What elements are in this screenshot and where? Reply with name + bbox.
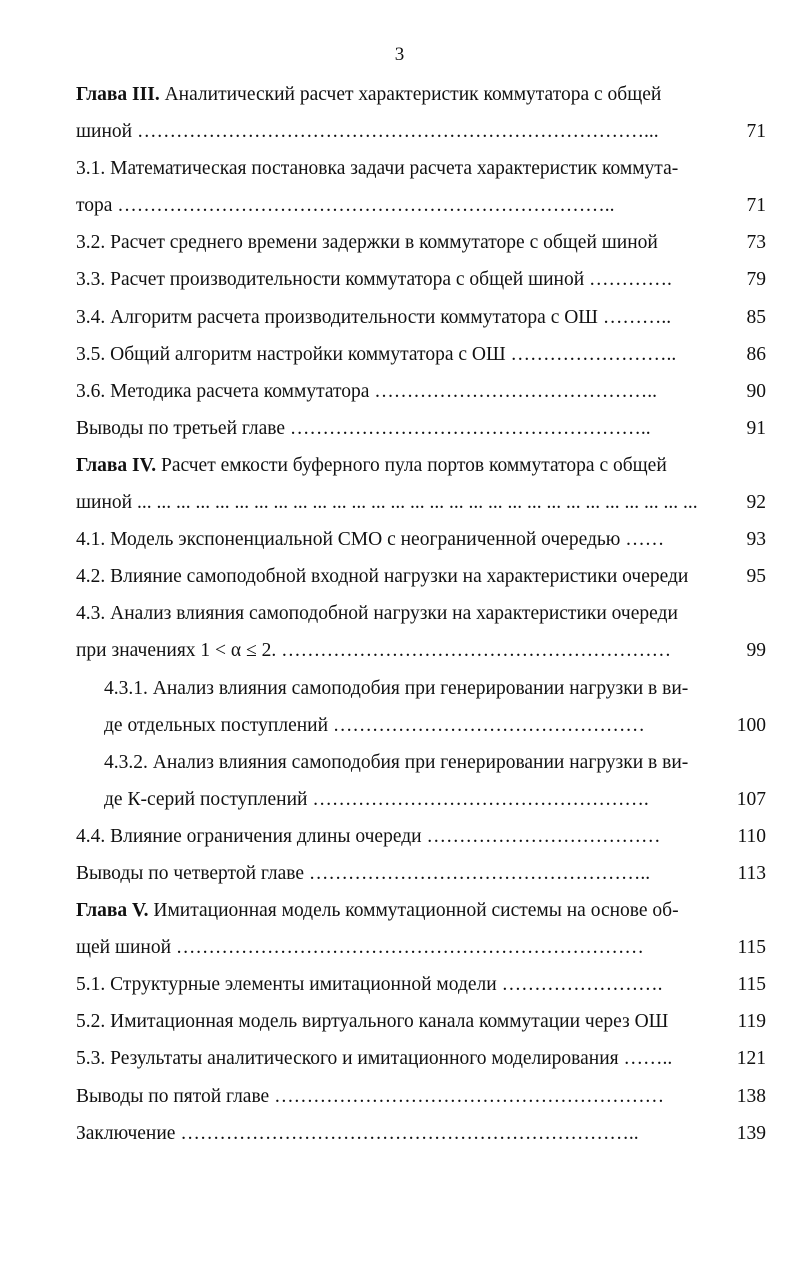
toc-line bbox=[76, 261, 766, 298]
toc-line bbox=[76, 744, 766, 781]
toc-entry-text bbox=[76, 929, 644, 966]
toc-title: 5.3. Результаты аналитического и имитационного моделирования …….. bbox=[76, 1048, 673, 1070]
toc-line bbox=[76, 299, 766, 336]
toc-entry-text bbox=[76, 521, 664, 558]
toc-entry-text bbox=[76, 336, 676, 373]
toc-page-number: 95 bbox=[746, 566, 766, 588]
toc-page-number: 139 bbox=[736, 1122, 766, 1144]
toc-page-number: 86 bbox=[746, 343, 766, 365]
toc-entry-text bbox=[104, 670, 688, 707]
toc-title: шиной ……………………………………………………………………... bbox=[76, 121, 659, 143]
toc-line bbox=[76, 373, 766, 410]
toc-page-number: 99 bbox=[746, 640, 766, 662]
toc-entry-text bbox=[76, 818, 660, 855]
toc-page-number: 91 bbox=[746, 417, 766, 439]
toc-page-number: 113 bbox=[737, 862, 766, 884]
toc-entry-text bbox=[76, 224, 658, 261]
toc-title: шиной ... ... ... ... ... ... ... ... ... ... ... ... ... ... ... ... ... ... ... ... ... ... ... ... ... ... ... ... ... bbox=[76, 492, 698, 514]
toc-entry-text bbox=[76, 892, 679, 929]
toc-entry-text bbox=[76, 261, 672, 298]
toc-entry-text bbox=[76, 1078, 664, 1115]
toc-page-number: 110 bbox=[737, 825, 766, 847]
toc-entry-text bbox=[76, 410, 651, 447]
toc-page-number: 71 bbox=[746, 121, 766, 143]
toc-page-number: 92 bbox=[746, 492, 766, 514]
toc-title: 4.1. Модель экспоненциальной СМО с неограниченной очередью …… bbox=[76, 529, 665, 551]
toc-entry-text bbox=[76, 966, 662, 1003]
chapter-label: Глава III. bbox=[76, 84, 160, 105]
toc-title: де отдельных поступлений ………………………………………… bbox=[104, 714, 645, 736]
toc-line bbox=[76, 1003, 766, 1040]
toc-line bbox=[76, 929, 766, 966]
toc-entry-text bbox=[76, 558, 688, 595]
toc-title: Выводы по пятой главе …………………………………………………… bbox=[76, 1085, 665, 1107]
toc-page-number: 90 bbox=[746, 380, 766, 402]
toc-page-number: 85 bbox=[746, 306, 766, 328]
toc-page-number: 100 bbox=[736, 714, 766, 736]
toc-title: 3.3. Расчет производительности коммутатора с общей шиной …………. bbox=[76, 269, 672, 291]
toc-title: Выводы по третьей главе ……………………………………………….. bbox=[76, 417, 651, 439]
toc-line bbox=[76, 1040, 766, 1077]
toc-line bbox=[76, 892, 766, 929]
toc-page-number: 138 bbox=[736, 1085, 766, 1107]
toc-entry-text bbox=[76, 299, 671, 336]
toc-entry-text bbox=[76, 76, 661, 113]
toc-line bbox=[76, 966, 766, 1003]
toc-title: при значениях 1 < α ≤ 2. …………………………………………………… bbox=[76, 640, 672, 662]
toc-title: 3.1. Математическая постановка задачи расчета характеристик коммута- bbox=[76, 158, 679, 180]
table-of-contents bbox=[76, 76, 766, 1152]
page-number: 3 bbox=[394, 44, 405, 65]
toc-title: щей шиной ……………………………………………………………… bbox=[76, 937, 644, 959]
toc-line bbox=[76, 1078, 766, 1115]
toc-title: тора ………………………………………………………………….. bbox=[76, 195, 615, 217]
toc-title: де К-серий поступлений ……………………………………………. bbox=[104, 788, 649, 810]
toc-page-number: 79 bbox=[746, 269, 766, 291]
toc-title: 4.3.2. Анализ влияния самоподобия при генерировании нагрузки в ви- bbox=[104, 751, 689, 773]
toc-line bbox=[76, 521, 766, 558]
toc-line bbox=[76, 855, 766, 892]
toc-entry-text bbox=[76, 1003, 668, 1040]
toc-title: Аналитический расчет характеристик коммутатора с общей bbox=[159, 84, 662, 105]
chapter-label: Глава V. bbox=[76, 900, 149, 922]
toc-line bbox=[76, 187, 766, 224]
toc-title: Выводы по четвертой главе …………………………………………….. bbox=[76, 862, 651, 884]
toc-line bbox=[76, 632, 766, 669]
toc-entry-text bbox=[76, 150, 678, 187]
toc-entry-text bbox=[76, 595, 678, 632]
toc-title: 4.3.1. Анализ влияния самоподобия при генерировании нагрузки в ви- bbox=[104, 677, 689, 699]
toc-title: Расчет емкости буферного пула портов коммутатора с общей bbox=[156, 454, 667, 476]
toc-page-number: 121 bbox=[736, 1048, 766, 1070]
toc-title: Имитационная модель коммутационной системы на основе об- bbox=[148, 900, 679, 922]
toc-entry-text bbox=[76, 855, 650, 892]
toc-line bbox=[76, 818, 766, 855]
toc-line bbox=[76, 410, 766, 447]
toc-line bbox=[76, 76, 766, 113]
toc-line bbox=[76, 336, 766, 373]
toc-entry-text bbox=[76, 447, 667, 484]
toc-line bbox=[76, 113, 766, 150]
toc-title: 4.3. Анализ влияния самоподобной нагрузки на характеристики очереди bbox=[76, 603, 678, 625]
toc-title: 5.1. Структурные элементы имитационной модели ……………………. bbox=[76, 974, 663, 996]
toc-line bbox=[76, 558, 766, 595]
toc-entry-text bbox=[104, 744, 688, 781]
toc-entry-text bbox=[76, 484, 698, 521]
toc-line bbox=[76, 707, 766, 744]
toc-entry-text bbox=[76, 187, 615, 224]
toc-line bbox=[76, 224, 766, 261]
toc-entry-text bbox=[104, 707, 645, 744]
toc-line bbox=[76, 150, 766, 187]
toc-title: 5.2. Имитационная модель виртуального канала коммутации через ОШ bbox=[76, 1011, 669, 1033]
toc-title: 3.2. Расчет среднего времени задержки в коммутаторе с общей шиной bbox=[76, 232, 658, 254]
toc-entry-text bbox=[76, 1115, 639, 1152]
toc-page-number: 107 bbox=[736, 788, 766, 810]
toc-page-number: 71 bbox=[746, 195, 766, 217]
chapter-label: Глава IV. bbox=[76, 454, 157, 476]
toc-line bbox=[76, 595, 766, 632]
toc-page-number: 119 bbox=[737, 1011, 766, 1033]
toc-page-number: 115 bbox=[737, 974, 766, 996]
toc-title: 3.5. Общий алгоритм настройки коммутатора с ОШ …………………….. bbox=[76, 343, 677, 365]
toc-page-number: 115 bbox=[737, 937, 766, 959]
toc-line bbox=[76, 670, 766, 707]
toc-entry-text bbox=[76, 113, 659, 150]
toc-entry-text bbox=[76, 1040, 672, 1077]
toc-page-number: 93 bbox=[746, 529, 766, 551]
toc-title: 4.2. Влияние самоподобной входной нагрузки на характеристики очереди bbox=[76, 566, 689, 588]
toc-line bbox=[76, 484, 766, 521]
toc-title: 4.4. Влияние ограничения длины очереди ……………………………… bbox=[76, 825, 661, 847]
toc-entry-text bbox=[76, 373, 657, 410]
toc-title: 3.6. Методика расчета коммутатора …………………………………….. bbox=[76, 380, 658, 402]
toc-entry-text bbox=[76, 632, 671, 669]
toc-page-number: 73 bbox=[746, 232, 766, 254]
toc-line bbox=[76, 781, 766, 818]
toc-line bbox=[76, 1115, 766, 1152]
toc-entry-text bbox=[104, 781, 649, 818]
toc-line bbox=[76, 447, 766, 484]
toc-title: Заключение …………………………………………………………….. bbox=[76, 1122, 639, 1144]
toc-title: 3.4. Алгоритм расчета производительности коммутатора с ОШ ……….. bbox=[76, 306, 672, 328]
